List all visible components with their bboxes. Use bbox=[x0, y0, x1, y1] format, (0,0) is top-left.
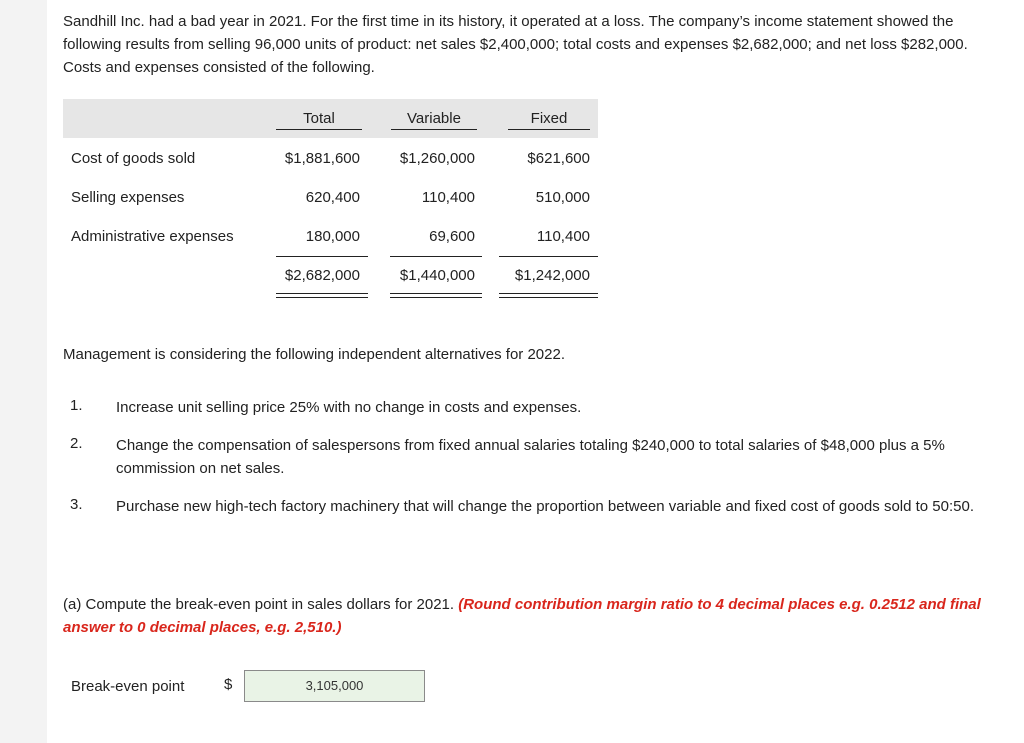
question-a bbox=[63, 593, 1008, 639]
cell-selling-fixed: 510,000 bbox=[535, 189, 590, 206]
col-header-fixed: Fixed bbox=[508, 110, 590, 130]
alternative-number: 3. bbox=[70, 496, 83, 513]
cell-cogs-variable: $1,260,000 bbox=[399, 150, 475, 167]
cell-admin-variable: 69,600 bbox=[429, 228, 475, 245]
row-label-selling: Selling expenses bbox=[71, 189, 185, 206]
row-label-cogs: Cost of goods sold bbox=[71, 150, 196, 167]
cell-cogs-total: $1,881,600 bbox=[284, 150, 360, 167]
cell-total-variable: $1,440,000 bbox=[399, 267, 475, 284]
cell-admin-fixed: 110,400 bbox=[536, 228, 590, 245]
col-header-total: Total bbox=[276, 110, 362, 130]
cell-selling-total: 620,400 bbox=[305, 189, 360, 206]
alternative-number: 2. bbox=[70, 435, 83, 452]
alternative-number: 1. bbox=[70, 397, 83, 414]
cell-admin-total: 180,000 bbox=[305, 228, 360, 245]
alternatives-intro: Management is considering the following independent alternatives for 2022. bbox=[63, 346, 565, 363]
dollar-sign: $ bbox=[224, 676, 233, 693]
break-even-label: Break-even point bbox=[71, 678, 185, 695]
alternative-text: Change the compensation of salespersons from fixed annual salaries totaling $240,000 to total salaries of $48,000 plus a 5% commission on net sales. bbox=[116, 437, 945, 477]
subtotal-rule-variable bbox=[390, 256, 482, 257]
alternative-text: Purchase new high-tech factory machinery that will change the proportion between variable and fixed cost of goods sold to 50:50. bbox=[116, 498, 975, 515]
total-double-rule-variable bbox=[390, 293, 482, 298]
break-even-answer-field[interactable]: 3,105,000 bbox=[244, 670, 425, 702]
rounding-hint: (Round contribution margin ratio to 4 decimal places e.g. 0.2512 and final answer to 0 decimal places, e.g. 2,510.) bbox=[63, 596, 981, 636]
row-label-admin: Administrative expenses bbox=[71, 228, 234, 245]
alternative-text: Increase unit selling price 25% with no change in costs and expenses. bbox=[116, 399, 582, 416]
col-header-variable: Variable bbox=[391, 110, 477, 130]
total-double-rule-total bbox=[276, 293, 368, 298]
cell-cogs-fixed: $621,600 bbox=[527, 150, 590, 167]
cell-selling-variable: 110,400 bbox=[421, 189, 475, 206]
subtotal-rule-fixed bbox=[499, 256, 598, 257]
problem-intro: Sandhill Inc. had a bad year in 2021. For the first time in its history, it operated at a loss. The company’s income statement showed the following results from selling 96,000 units of product: net sales $2,400,000; total costs and expenses $2,682,000; and net loss $282,000. Costs and expenses consisted of the following. bbox=[63, 13, 968, 76]
total-double-rule-fixed bbox=[499, 293, 598, 298]
cell-total-fixed: $1,242,000 bbox=[514, 267, 590, 284]
cell-total-total: $2,682,000 bbox=[284, 267, 360, 284]
subtotal-rule-total bbox=[276, 256, 368, 257]
question-text: (a) Compute the break-even point in sales dollars for 2021. bbox=[63, 596, 459, 613]
